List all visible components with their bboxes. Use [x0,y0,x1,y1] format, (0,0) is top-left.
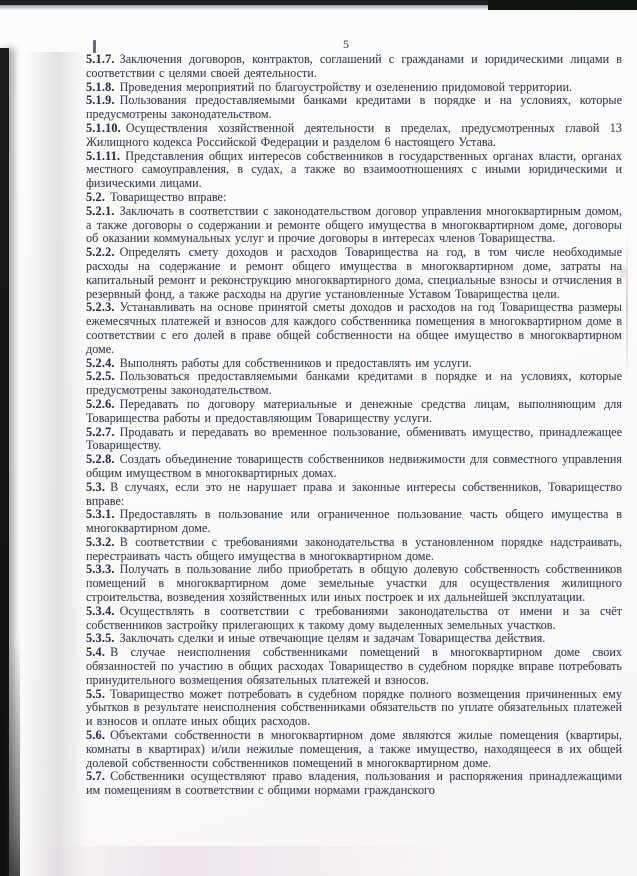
page-edge-line [626,232,628,382]
page-number: 5 [343,37,349,51]
clause-text: Устанавливать на основе принятой сметы доходов и расходов на год Товарищества размеры ежемесячных платежей и взносов для каждого собственника помещения в многоквартирном доме в соответствии с его долей в праве общей собственности на общее имущество в многоквартирном доме. [86,300,622,356]
clause-5-3-5 [86,632,622,646]
clause-number: 5.1.9. [86,93,115,108]
clause-5-5 [86,688,622,729]
clause-text: Осуществления хозяйственной деятельности в пределах, предусмотренных главой 13 Жилищного кодекса Российской Федерации и разделом 6 настоящего Устава. [86,120,622,149]
clause-5-7 [86,770,622,798]
clause-5-2-7 [86,426,622,454]
clause-number: 5.5. [86,686,106,701]
scanner-edge-left-bottom [6,636,20,876]
clause-text: Предоставлять в пользование или ограниченное пользование часть общего имущества в многоквартирном доме. [86,507,622,536]
document-body [86,53,622,798]
clause-number: 5.2.6. [86,396,115,411]
clause-number: 5.2.1. [86,203,115,218]
clause-text: Проведения мероприятий по благоустройству и озеленению придомовой территории. [119,79,573,94]
clause-5-1-10 [86,122,622,150]
clause-text: Определять смету доходов и расходов Товарищества на год, в том числе необходимые расходы на содержание и ремонт общего имущества в многоквартирном доме, затраты на капитальный ремонт и реконструкцию многоквартирного дома, специальные взносы и отчисления в резервный фонд, а также расходы на другие установленные Уставом Товарищества цели. [86,245,622,301]
clause-number: 5.4. [86,645,106,660]
clause-5-2 [86,191,622,205]
clause-text: Пользоваться предоставляемыми банками кредитами в порядке и на условиях, которые предусмотрены законодательством. [86,369,622,398]
clause-5-2-2 [86,246,622,301]
clause-text: Выполнять работы для собственников и предоставлять им услуги. [119,355,472,370]
clause-5-2-1 [86,205,622,246]
clause-number: 5.2.2. [86,245,115,260]
clause-number: 5.1.10. [86,120,121,135]
clause-number: 5.1.8. [86,79,115,94]
clause-text: Осуществлять в соответствии с требованиями законодательства от имени и за счёт собственников застройку прилегающих к такому дому выделенных земельных участков. [86,603,622,632]
scanner-edge-top-right [488,0,637,10]
clause-text: Заключать в соответствии с законодательством договор управления многоквартирным домом, а также договоры о содержании и ремонте общего имущества в многоквартирном доме, договоры об оказании коммунальных услуг и прочие договоры в интересах членов Товарищества. [86,203,622,246]
clause-text: Собственники осуществляют право владения, пользования и распоряжения принадлежащими им помещениям в соответствии с общими нормами гражданского [86,769,622,798]
clause-text: Представления общих интересов собственников в государственных органах власти, органах местного самоуправления, в судах, а также во взаимоотношениях с иными юридическими и физическими лицами. [86,148,622,191]
clause-5-3-3 [86,563,622,604]
clause-5-1-7 [86,53,622,81]
clause-text: Создать объединение товариществ собственников недвижимости для совместного управления общим имуществом в многоквартирных домах. [86,452,622,480]
clause-text: Продавать и передавать во временное пользование, обменивать имущество, принадлежащее Товариществу. [86,424,622,453]
clause-5-1-8 [86,81,622,95]
page-fold-shadow [24,52,86,876]
scanner-edge-top-shadow [0,5,492,10]
clause-number: 5.3.5. [86,631,115,646]
clause-text: Товарищество может потребовать в судебном порядке полного возмещения причиненных ему убытков в результате неисполнения собственниками обязательств по уплате обязательных платежей и взносов и оплате иных общих расходов. [86,686,622,729]
clause-number: 5.2.5. [86,369,115,384]
clause-5-1-11 [86,150,622,191]
clause-5-3-1 [86,508,622,536]
clause-number: 5.1.11. [86,148,121,163]
clause-text: Заключения договоров, контрактов, соглашений с гражданами и юридическими лицами в соответствии с целями своей деятельности. [86,52,622,80]
clause-text: В случаях, если это не нарушает права и законные интересы собственников, Товарищество вправе: [86,479,622,508]
clause-5-2-8 [86,453,622,481]
clause-number: 5.7. [86,769,106,784]
clause-text: Заключать сделки и иные отвечающие целям и задачам Товарищества действия. [119,631,546,646]
clause-number: 5.2.4. [86,355,115,370]
clause-number: 5.3.2. [86,534,115,549]
clause-5-1-9 [86,94,622,122]
clause-text: Передавать по договору материальные и денежные средства лицам, выполняющим для Товарищества работы и предоставляющим Товариществу услуги. [86,396,622,425]
clause-number: 5.3.3. [86,562,115,577]
clause-text: В случае неисполнения собственниками помещений в многоквартирном доме своих обязанностей по участию в общих расходах Товарищество в судебном порядке вправе потребовать принудительного возмещения обязательных платежей и взносов. [86,645,622,687]
clause-number: 5.3.4. [86,603,115,618]
clause-number: 5.6. [86,728,106,743]
clause-5-2-5 [86,370,622,398]
clause-5-6 [86,729,622,770]
scan-bottom-tint [28,846,458,876]
clause-5-2-4 [86,357,622,371]
clause-5-3-2 [86,536,622,564]
clause-number: 5.3. [86,479,106,494]
clause-text: В соответствии с требованиями законодательства в установленном порядке надстраивать, перестраивать часть общего имущества в многоквартирном доме. [86,534,622,563]
clause-number: 5.3.1. [86,507,115,522]
clause-5-2-6 [86,398,622,426]
clause-number: 5.1.7. [86,52,115,66]
clause-number: 5.2. [86,189,106,204]
clause-5-4 [86,646,622,687]
clause-number: 5.2.8. [86,452,115,467]
clause-number: 5.2.7. [86,424,115,439]
clause-5-3-4 [86,605,622,633]
clause-number: 5.2.3. [86,300,115,315]
clause-text: Получать в пользование либо приобретать в общую долевую собственность собственников помещений в многоквартирном доме земельные участки для осуществления жилищного строительства, возведения хозяйственных или иных построек и их дальнейшей эксплуатации. [86,562,622,605]
clause-text: Пользования предоставляемыми банками кредитами в порядке и на условиях, которые предусмотрены законодательством. [86,93,622,122]
clause-5-2-3 [86,301,622,356]
clause-5-3 [86,481,622,509]
clause-text: Объектами собственности в многоквартирном доме являются жилые помещения (квартиры, комнаты в квартирах) и/или нежилые помещения, а также имущество, находящееся в их общей долевой собственности собственников помещений в многоквартирном доме. [86,728,622,770]
clause-text: Товарищество вправе: [110,189,227,204]
